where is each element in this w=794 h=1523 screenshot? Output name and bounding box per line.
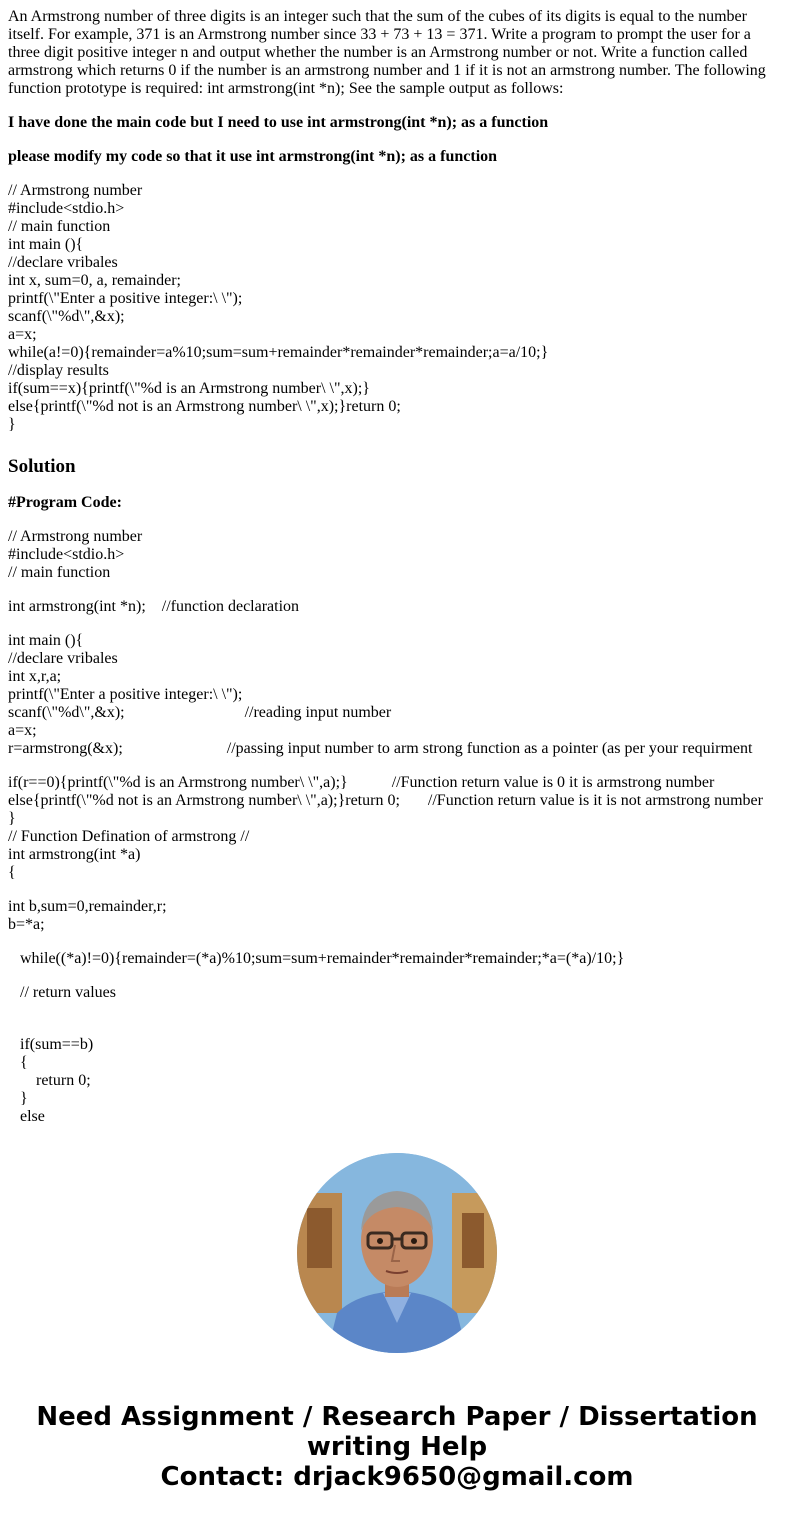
code-line: // Function Defination of armstrong //: [8, 828, 250, 845]
code-line: }: [8, 810, 16, 827]
solution-code-vars: [8, 898, 786, 934]
page-content: [8, 8, 786, 1142]
code-line: {: [8, 1054, 28, 1071]
code-line: {: [8, 864, 16, 881]
code-line: // main function: [8, 564, 111, 581]
code-line: }: [8, 416, 16, 433]
code-line: #include<stdio.h>: [8, 200, 125, 217]
code-line: printf(\"Enter a positive integer:\ \");: [8, 686, 243, 703]
promo-line-1: Need Assignment / Research Paper / Dissertation: [36, 1402, 758, 1432]
code-line: int x, sum=0, a, remainder;: [8, 272, 181, 289]
code-line: int x,r,a;: [8, 668, 62, 685]
code-line: if(sum==b): [8, 1036, 94, 1053]
code-line: int b,sum=0,remainder,r;: [8, 898, 167, 915]
code-line: int armstrong(int *n); //function declaration: [8, 598, 300, 615]
code-line: while((*a)!=0){remainder=(*a)%10;sum=sum+remainder*remainder*remainder;*a=(*a)/10;}: [8, 950, 625, 967]
code-line: if(sum==x){printf(\"%d is an Armstrong number\ \",x);}: [8, 380, 370, 397]
question-note-1: I have done the main code but I need to use int armstrong(int *n); as a function: [8, 114, 549, 131]
code-line: //declare vribales: [8, 254, 118, 271]
code-line: int main (){: [8, 632, 84, 649]
code-line: else{printf(\"%d not is an Armstrong number\ \",x);}return 0;: [8, 398, 401, 415]
code-line: else: [8, 1108, 45, 1125]
code-line: // return values: [8, 984, 116, 1001]
solution-code-prototype: [8, 598, 786, 616]
author-portrait-image: [297, 1153, 497, 1353]
code-line: r=armstrong(&x); //passing input number to arm strong function as a pointer (as per your requirment: [8, 740, 753, 757]
code-line: return 0;: [8, 1072, 91, 1089]
code-line: while(a!=0){remainder=a%10;sum=sum+remainder*remainder*remainder;a=a/10;}: [8, 344, 549, 361]
promo-banner: [0, 1402, 794, 1492]
solution-subheading: #Program Code:: [8, 494, 122, 511]
solution-code-comment: [8, 984, 786, 1002]
question-intro: An Armstrong number of three digits is an integer such that the sum of the cubes of its digits is equal to the number itself. For example, 371 is an Armstrong number since 33 + 73 + 13 = 371. Write a program to prompt the user for a three digit positive integer n and output whether the number is an Armstrong number or not. Write a function called armstrong which returns 0 if the number is an armstrong number and 1 if it is not an armstrong number. The following function prototype is required: int armstrong(int *n); See the sample output as follows:: [8, 8, 766, 97]
code-line: // Armstrong number: [8, 182, 143, 199]
code-line: //declare vribales: [8, 650, 118, 667]
code-line: scanf(\"%d\",&x); //reading input number: [8, 704, 392, 721]
solution-code-output: [8, 774, 786, 882]
question-note-2: please modify my code so that it use int armstrong(int *n); as a function: [8, 148, 498, 165]
code-line: scanf(\"%d\",&x);: [8, 308, 125, 325]
code-line: a=x;: [8, 326, 37, 343]
promo-line-3: Contact: drjack9650@gmail.com: [160, 1462, 634, 1492]
code-line: b=*a;: [8, 916, 45, 933]
code-line: // main function: [8, 218, 111, 235]
code-line: // Armstrong number: [8, 528, 143, 545]
code-line: else{printf(\"%d not is an Armstrong number\ \",a);}return 0; //Function return value is it is not armstrong number: [8, 792, 763, 809]
code-line: a=x;: [8, 722, 37, 739]
solution-code-header: [8, 528, 786, 582]
code-line: //display results: [8, 362, 109, 379]
code-line: #include<stdio.h>: [8, 546, 125, 563]
author-avatar: [297, 1153, 497, 1353]
solution-code-return: [8, 1036, 786, 1126]
code-line: }: [8, 1090, 28, 1107]
solution-code-loop: [8, 950, 786, 968]
code-line: int main (){: [8, 236, 84, 253]
question-code: [8, 182, 786, 434]
code-line: if(r==0){printf(\"%d is an Armstrong number\ \",a);} //Function return value is 0 it is armstrong number: [8, 774, 715, 791]
solution-heading: Solution: [8, 456, 76, 477]
code-line: printf(\"Enter a positive integer:\ \");: [8, 290, 243, 307]
solution-code-main: [8, 632, 786, 758]
code-line: int armstrong(int *a): [8, 846, 141, 863]
promo-line-2: writing Help: [306, 1432, 488, 1462]
